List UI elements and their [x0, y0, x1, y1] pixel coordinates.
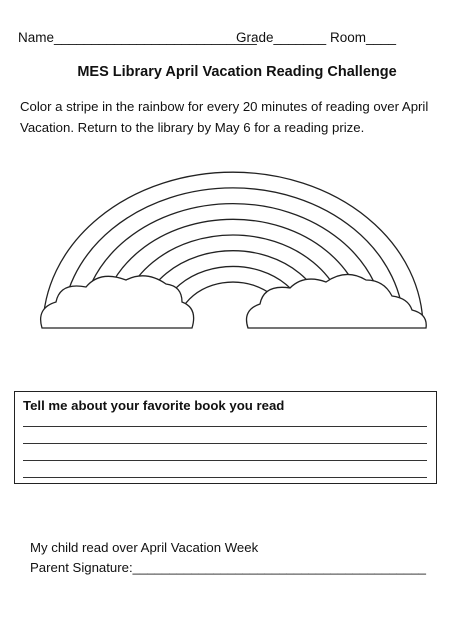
parent-signature-field[interactable]: Parent Signature:________________________________________: [30, 560, 427, 575]
writing-line[interactable]: [23, 443, 427, 444]
rainbow-illustration: [0, 150, 474, 350]
page-title: MES Library April Vacation Reading Challenge: [77, 64, 397, 80]
favorite-book-prompt: Tell me about your favorite book you read: [23, 398, 285, 413]
writing-line[interactable]: [23, 477, 427, 478]
grade-field[interactable]: Grade_______: [236, 30, 327, 45]
name-field[interactable]: Name___________________________: [18, 30, 257, 45]
writing-line[interactable]: [23, 426, 427, 427]
footer-statement: My child read over April Vacation Week: [30, 540, 259, 555]
favorite-book-box: [14, 391, 437, 484]
instructions-text: Color a stripe in the rainbow for every 20 minutes of reading over April Vacation. Return to the library by May 6 for a reading prize.: [20, 99, 429, 135]
room-field[interactable]: Room____: [330, 30, 397, 45]
writing-line[interactable]: [23, 460, 427, 461]
